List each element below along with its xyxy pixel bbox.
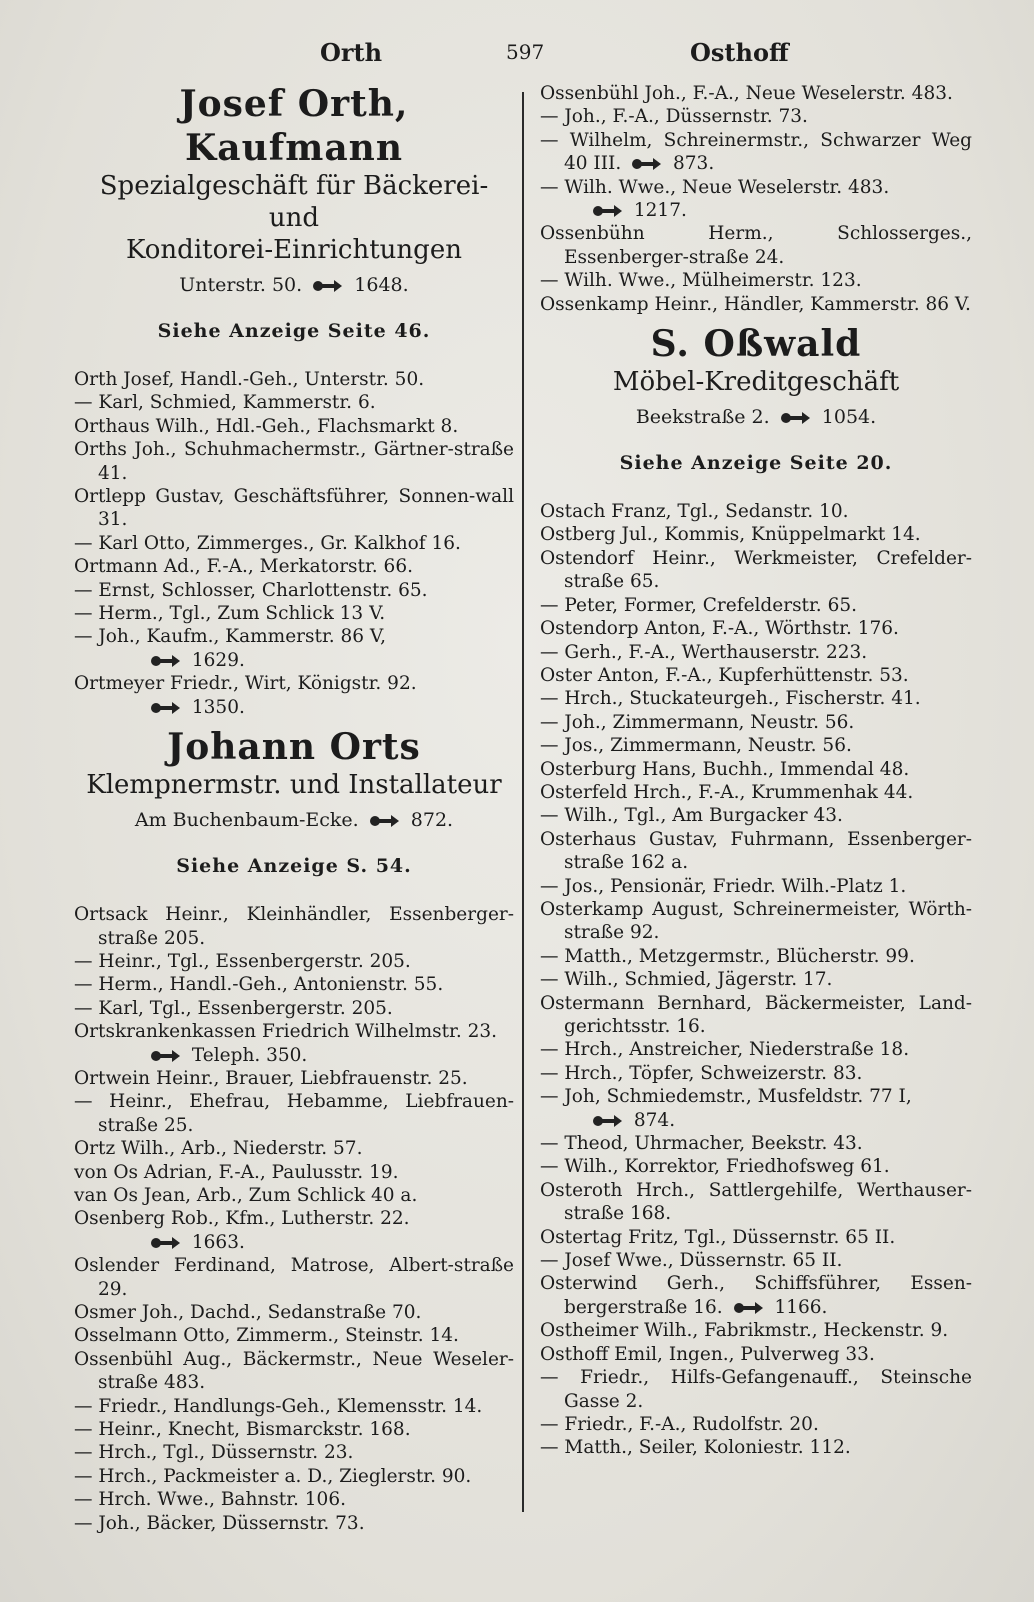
ad-s-osswald [540, 322, 972, 478]
telephone-icon [780, 412, 810, 424]
list-item: — Joh, Schmiedemstr., Musfeldstr. 77 I, [540, 1086, 912, 1108]
list-item: Ortsack Heinr., Kleinhändler, Essenberger-straße 205. [74, 904, 514, 949]
telephone-icon [592, 205, 622, 217]
list-item: Oslender Ferdinand, Matrose, Albert-straße 29. [74, 1255, 514, 1300]
list-item: — Wilh. Wwe., Mülheimerstr. 123. [540, 270, 862, 292]
entry-text: — Wilhelm, Schreinermstr., Schwarzer Weg 40 III. [540, 129, 972, 175]
list-item: Osenberg Rob., Kfm., Lutherstr. 22. [74, 1208, 410, 1230]
phone-number: 1663. [191, 1231, 245, 1253]
list-item: Ostertag Fritz, Tgl., Düssernstr. 65 II. [540, 1226, 896, 1248]
list-item: — Karl, Tgl., Essenbergerstr. 205. [74, 997, 393, 1019]
list-item: Orthaus Wilh., Hdl.-Geh., Flachsmarkt 8. [74, 415, 459, 437]
list-item: — Friedr., Hilfs-Gefangenauff., Steinsche Gasse 2. [540, 1367, 972, 1412]
list-item: — Matth., Seiler, Koloniestr. 112. [540, 1437, 851, 1459]
list-item: — Peter, Former, Crefelderstr. 65. [540, 594, 857, 616]
telephone-icon [150, 702, 180, 714]
list-item: — Friedr., F.-A., Rudolfstr. 20. [540, 1413, 819, 1435]
list-item: — Heinr., Knecht, Bismarckstr. 168. [74, 1419, 411, 1441]
list-item: Ostheimer Wilh., Fabrikmstr., Heckenstr. 9. [540, 1320, 949, 1342]
list-item: — Heinr., Tgl., Essenbergerstr. 205. [74, 950, 411, 972]
phone-number: 1166. [774, 1296, 828, 1318]
phone-number: 1629. [191, 649, 245, 671]
ad-reference: Siehe Anzeige Seite 20. [619, 452, 893, 475]
list-item: Osteroth Hrch., Sattlergehilfe, Werthauser-straße 168. [540, 1179, 972, 1225]
list-item: Osthoff Emil, Ingen., Pulverweg 33. [540, 1343, 875, 1365]
list-item: Ortmann Ad., F.-A., Merkatorstr. 66. [74, 556, 413, 578]
phone-line [74, 649, 514, 672]
list-item: — Jos., Pensionär, Friedr. Wilh.-Platz 1. [540, 875, 907, 897]
list-item: Orth Josef, Handl.-Geh., Unterstr. 50. [74, 369, 425, 390]
list-item: — Heinr., Ehefrau, Hebamme, Liebfrauen-straße 25. [74, 1091, 514, 1136]
list-item: Orths Joh., Schuhmachermstr., Gärtner-straße 41. [74, 439, 514, 484]
list-item: Osterkamp August, Schreinermeister, Wörth-straße 92. [540, 898, 972, 944]
list-item: Ossenbühl Aug., Bäckermstr., Neue Weseler-straße 483. [74, 1348, 514, 1394]
list-item: — Ernst, Schlosser, Charlottenstr. 65. [74, 579, 428, 601]
list-item: Osterburg Hans, Buchh., Immendal 48. [540, 758, 910, 780]
ad-address: Am Buchenbaum-Ecke. [134, 809, 359, 832]
ad-reference: Siehe Anzeige S. 54. [176, 855, 412, 878]
list-item: — Hrch., Töpfer, Schweizerstr. 83. [540, 1062, 863, 1084]
list-item: Ostermann Bernhard, Bäckermeister, Land-gerichtsstr. 16. [540, 992, 972, 1037]
list-item: — Josef Wwe., Düssernstr. 65 II. [540, 1250, 843, 1272]
list-item: — Karl Otto, Zimmerges., Gr. Kalkhof 16. [74, 532, 461, 554]
phone-line [74, 1231, 514, 1254]
list-item: Osterhaus Gustav, Fuhrmann, Essenberger-straße 162 a. [540, 828, 972, 874]
ad-address-line [74, 270, 514, 300]
list-item: — Joh., F.-A., Düssernstr. 73. [540, 106, 808, 128]
telephone-icon [150, 1050, 180, 1062]
list-item: Ostberg Jul., Kommis, Knüppelmarkt 14. [540, 524, 921, 546]
phone-number: 874. [633, 1109, 676, 1131]
list-item: — Matth., Metzgermstr., Blücherstr. 99. [540, 945, 915, 967]
ad-line: Spezialgeschäft für Bäckerei- und [99, 171, 489, 233]
list-item: — Wilh., Schmied, Jägerstr. 17. [540, 969, 833, 991]
list-item: — Herm., Handl.-Geh., Antonienstr. 55. [74, 974, 444, 996]
ad-address: Unterstr. 50. [179, 274, 303, 296]
telephone-icon [312, 280, 342, 292]
list-item: — Hrch., Packmeister a. D., Zieglerstr. 90. [74, 1465, 472, 1487]
phone-line [74, 1044, 514, 1067]
phone-line [540, 199, 972, 222]
telephone-icon [150, 655, 180, 667]
telephone-icon [631, 158, 661, 170]
list-item: Ossenkamp Heinr., Händler, Kammerstr. 86 V. [540, 293, 971, 315]
list-item: — Theod, Uhrmacher, Beekstr. 43. [540, 1133, 863, 1155]
phone-number: 1217. [633, 200, 687, 222]
phone-line [74, 696, 514, 719]
list-item: — Friedr., Handlungs-Geh., Klemensstr. 14. [74, 1395, 483, 1417]
telephone-icon [369, 815, 399, 827]
ad-title: Johann Orts [167, 726, 421, 769]
list-item: von Os Adrian, F.-A., Paulusstr. 19. [74, 1161, 399, 1183]
ad-address-line [74, 805, 514, 835]
ad-line: Konditorei-Einrichtungen [126, 235, 462, 265]
list-item: — Wilh. Wwe., Neue Weselerstr. 483. [540, 176, 890, 198]
list-item: Ortlepp Gustav, Geschäftsführer, Sonnen-wall 31. [74, 486, 514, 531]
ad-phone: 1648. [354, 274, 409, 296]
ad-title: S. Oßwald [650, 323, 862, 366]
list-item: Ostendorp Anton, F.-A., Wörthstr. 176. [540, 618, 899, 640]
ad-josef-orth [74, 82, 514, 346]
list-item: — Hrch., Tgl., Düssernstr. 23. [74, 1442, 354, 1464]
list-item [540, 129, 972, 176]
list-item: — Hrch., Stuckateurgeh., Fischerstr. 41. [540, 688, 921, 710]
ad-line: Klempnermstr. und Installateur [86, 770, 502, 801]
ad-phone: 872. [410, 809, 454, 832]
list-item: Osmer Joh., Dachd., Sedanstraße 70. [74, 1302, 422, 1323]
ad-phone: 1054. [821, 406, 877, 429]
phone-number: 1350. [191, 696, 245, 718]
ad-address: Beekstraße 2. [635, 406, 770, 429]
list-item: Osterfeld Hrch., F.-A., Krummenhak 44. [540, 781, 914, 803]
list-item: — Hrch., Anstreicher, Niederstraße 18. [540, 1039, 910, 1061]
list-item: Ossenbühl Joh., F.-A., Neue Weselerstr. 483. [540, 83, 953, 104]
header-right-keyword: Osthoff [690, 38, 789, 67]
ad-title: Josef Orth, Kaufmann [179, 83, 409, 169]
list-item: — Wilh., Korrektor, Friedhofsweg 61. [540, 1156, 890, 1178]
ad-reference: Siehe Anzeige Seite 46. [157, 320, 431, 342]
telephone-icon [592, 1115, 622, 1127]
telephone-icon [150, 1237, 180, 1249]
list-item: Ortmeyer Friedr., Wirt, Königstr. 92. [74, 673, 417, 695]
page-number: 597 [506, 40, 545, 64]
list-item: Ostach Franz, Tgl., Sedanstr. 10. [540, 501, 849, 523]
list-item: — Jos., Zimmermann, Neustr. 56. [540, 735, 852, 757]
ad-johann-orts [74, 725, 514, 881]
left-column [74, 82, 514, 1535]
list-item: — Joh., Kaufm., Kammerstr. 86 V, [74, 626, 386, 648]
list-item: Ossenbühn Herm., Schlosserges., Essenberger-straße 24. [540, 223, 972, 268]
list-item [540, 1272, 972, 1319]
ad-address-line [540, 402, 972, 432]
telephone-label: Teleph. 350. [191, 1044, 308, 1066]
ad-line: Möbel-Kreditgeschäft [612, 367, 900, 398]
list-item: — Wilh., Tgl., Am Burgacker 43. [540, 805, 843, 827]
list-item: — Joh., Zimmermann, Neustr. 56. [540, 711, 855, 733]
entry-text: Osterwind Gerh., Schiffsführer, Essen-bergerstraße 16. [540, 1273, 972, 1318]
telephone-icon [733, 1302, 763, 1314]
list-item: — Hrch. Wwe., Bahnstr. 106. [74, 1489, 346, 1511]
list-item: — Gerh., F.-A., Werthauserstr. 223. [540, 641, 868, 663]
list-item: van Os Jean, Arb., Zum Schlick 40 a. [74, 1184, 418, 1206]
header-left-keyword: Orth [320, 38, 383, 67]
phone-line [540, 1109, 972, 1132]
list-item: Oster Anton, F.-A., Kupferhüttenstr. 53. [540, 664, 909, 686]
right-column [540, 82, 972, 1460]
list-item: Ortwein Heinr., Brauer, Liebfrauenstr. 25. [74, 1067, 468, 1089]
list-item: — Joh., Bäcker, Düssernstr. 73. [74, 1512, 365, 1534]
list-item: — Herm., Tgl., Zum Schlick 13 V. [74, 603, 386, 625]
column-divider [522, 92, 524, 1512]
list-item: — Karl, Schmied, Kammerstr. 6. [74, 392, 376, 414]
list-item: Ortskrankenkassen Friedrich Wilhelmstr. 23. [74, 1021, 498, 1043]
list-item: Ortz Wilh., Arb., Niederstr. 57. [74, 1138, 363, 1160]
list-item: Osselmann Otto, Zimmerm., Steinstr. 14. [74, 1325, 459, 1347]
phone-number: 873. [673, 153, 715, 175]
list-item: Ostendorf Heinr., Werkmeister, Crefelder-straße 65. [540, 547, 972, 593]
